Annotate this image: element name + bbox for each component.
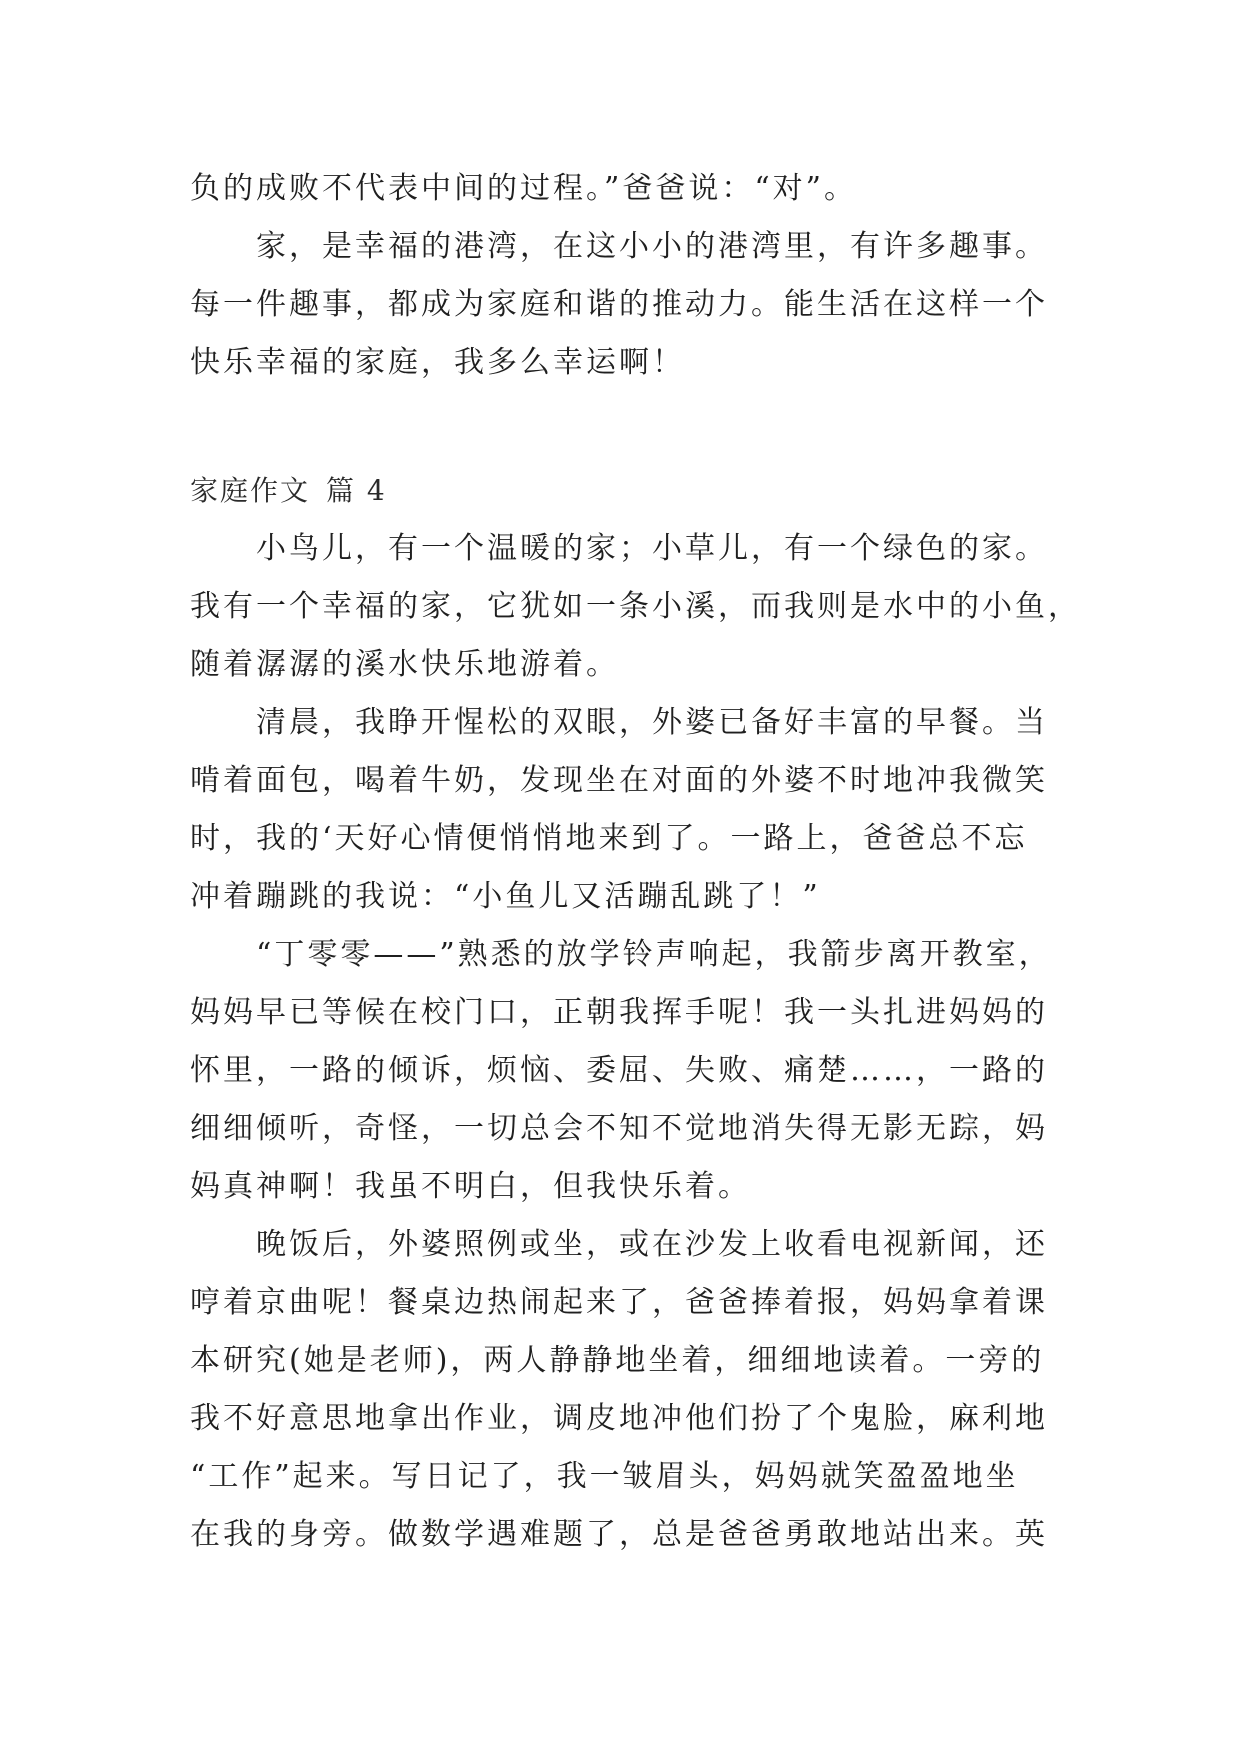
essay-paragraph bbox=[190, 1216, 1060, 1564]
text-line: 啃着面包，喝着牛奶，发现坐在对面的外婆不时地冲我微笑 bbox=[190, 763, 1048, 798]
text-line: 时，我的‘天好心情便悄悄地来到了。一路上，爸爸总不忘 bbox=[190, 821, 1028, 856]
text-line: 我有一个幸福的家，它犹如一条小溪，而我则是水中的小鱼， bbox=[190, 589, 1081, 624]
text-line: “工作”起来。写日记了，我一皱眉头，妈妈就笑盈盈地坐 bbox=[190, 1459, 1019, 1494]
section-title: 家庭作文 bbox=[190, 474, 311, 507]
essay-paragraph bbox=[190, 926, 1060, 1216]
text-line: 妈真神啊！我虽不明白，但我快乐着。 bbox=[190, 1169, 751, 1204]
text-line: 怀里，一路的倾诉，烦恼、委屈、失败、痛楚……，一路的 bbox=[190, 1053, 1048, 1088]
text-line: “丁零零——”熟悉的放学铃声响起，我箭步离开教室， bbox=[256, 937, 1052, 972]
section-heading bbox=[190, 462, 1060, 520]
paragraph-closing bbox=[190, 218, 1060, 392]
text-line: 本研究(她是老师)，两人静静地坐着，细细地读着。一旁的 bbox=[190, 1343, 1045, 1378]
text-line: 在我的身旁。做数学遇难题了，总是爸爸勇敢地站出来。英 bbox=[190, 1517, 1048, 1552]
text-line: 小鸟儿，有一个温暖的家；小草儿，有一个绿色的家。 bbox=[256, 531, 1048, 566]
text-line: 负的成败不代表中间的过程。”爸爸说：“对”。 bbox=[190, 171, 858, 206]
text-line: 家，是幸福的港湾，在这小小的港湾里，有许多趣事。 bbox=[256, 229, 1048, 264]
document-body bbox=[190, 160, 1081, 1564]
text-line: 细细倾听，奇怪，一切总会不知不觉地消失得无影无踪，妈 bbox=[190, 1111, 1048, 1146]
text-line: 随着潺潺的溪水快乐地游着。 bbox=[190, 647, 619, 682]
text-line: 冲着蹦跳的我说：“小鱼儿又活蹦乱跳了！” bbox=[190, 879, 821, 914]
essay-paragraph bbox=[190, 520, 1081, 694]
text-line: 每一件趣事，都成为家庭和谐的推动力。能生活在这样一个 bbox=[190, 287, 1048, 322]
text-line: 快乐幸福的家庭，我多么幸运啊！ bbox=[190, 345, 685, 380]
text-line: 妈妈早已等候在校门口，正朝我挥手呢！我一头扎进妈妈的 bbox=[190, 995, 1048, 1030]
essay-paragraph bbox=[190, 694, 1060, 926]
text-line: 哼着京曲呢！餐桌边热闹起来了，爸爸捧着报，妈妈拿着课 bbox=[190, 1285, 1048, 1320]
text-line: 清晨，我睁开惺松的双眼，外婆已备好丰富的早餐。当 bbox=[256, 705, 1048, 740]
text-line: 晚饭后，外婆照例或坐，或在沙发上收看电视新闻，还 bbox=[256, 1227, 1048, 1262]
section-number: 篇 4 bbox=[326, 474, 387, 507]
paragraph-continuation bbox=[190, 160, 1060, 218]
text-line: 我不好意思地拿出作业，调皮地冲他们扮了个鬼脸，麻利地 bbox=[190, 1401, 1048, 1436]
